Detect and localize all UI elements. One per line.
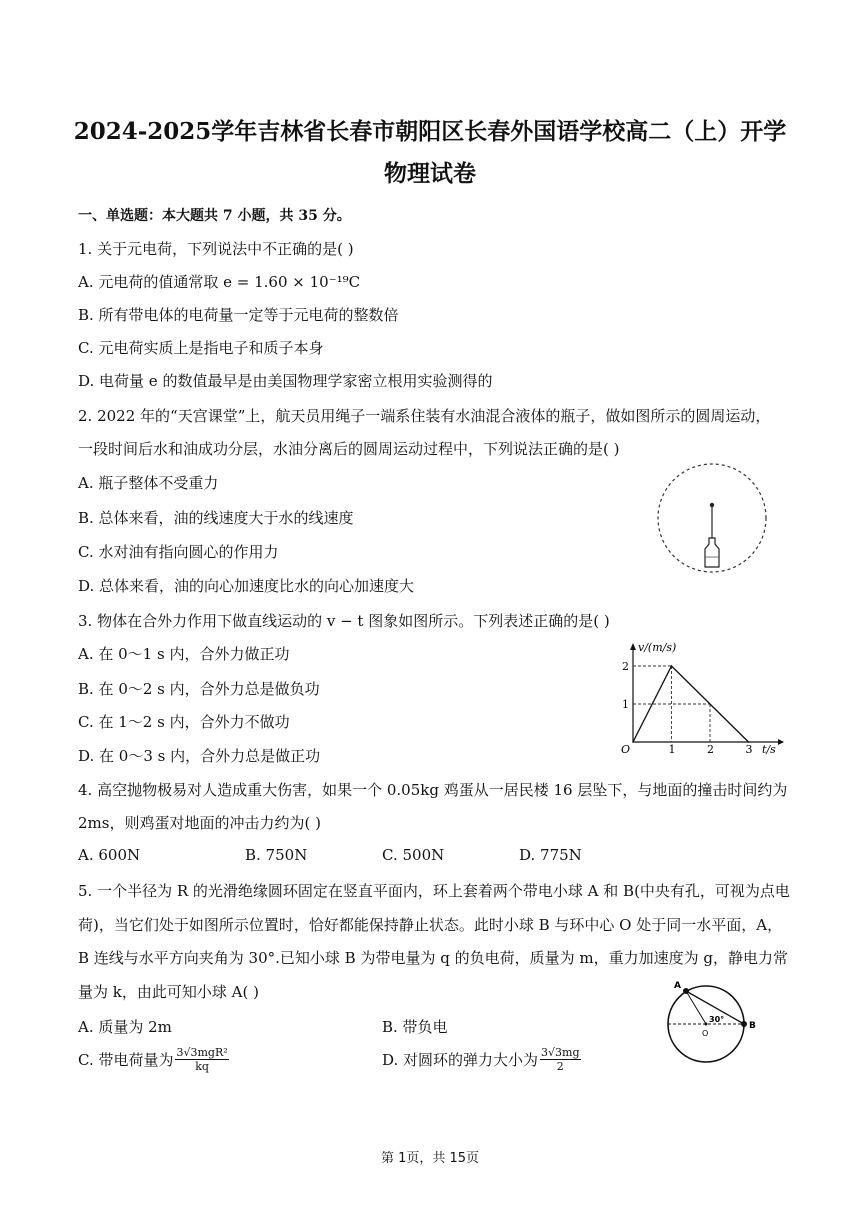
y-axis-label: v/(m/s) bbox=[638, 641, 677, 654]
q2-option-b: B. 总体来看，油的线速度大于水的线速度 bbox=[78, 509, 354, 527]
q1-option-c: C. 元电荷实质上是指电子和质子本身 bbox=[78, 339, 324, 357]
data-point-2 bbox=[748, 741, 750, 743]
q3-option-b: B. 在 0～2 s 内，合外力总是做负功 bbox=[78, 680, 320, 698]
x-axis-arrow bbox=[778, 739, 784, 745]
q5-option-d-denominator: 2 bbox=[556, 1060, 564, 1073]
data-point-1 bbox=[671, 665, 673, 667]
x-tick-label-2: 2 bbox=[707, 743, 714, 756]
q1-option-d: D. 电荷量 e 的数值最早是由美国物理学家密立根用实验测得的 bbox=[78, 372, 493, 390]
q4-option-b: B. 750N bbox=[245, 846, 308, 864]
q5-stem-line3: B 连线与水平方向夹角为 30°.已知小球 B 为带电量为 q 的负电荷，质量为 m，重力加速度为 g，静电力常 bbox=[78, 949, 788, 967]
q2-option-c: C. 水对油有指向圆心的作用力 bbox=[78, 543, 279, 561]
x-tick-label-3: 3 bbox=[745, 743, 753, 756]
y-tick-label-2: 2 bbox=[622, 660, 629, 673]
q5-option-b: B. 带负电 bbox=[382, 1018, 448, 1036]
data-point-0 bbox=[632, 741, 634, 743]
label-b: B bbox=[749, 1021, 756, 1031]
q2-stem-line2: 一段时间后水和油成功分层，水油分离后的圆周运动过程中，下列说法正确的是( ) bbox=[78, 440, 620, 458]
q4-stem-line1: 4. 高空抛物极易对人造成重大伤害，如果一个 0.05kg 鸡蛋从一居民楼 16 层坠下，与地面的撞击时间约为 bbox=[78, 781, 788, 799]
q3-option-c: C. 在 1～2 s 内，合外力不做功 bbox=[78, 713, 290, 731]
bottle-icon bbox=[705, 538, 719, 567]
angle-label: 30° bbox=[709, 1015, 725, 1024]
q4-option-d: D. 775N bbox=[519, 846, 582, 864]
q5-stem-line2: 荷)，当它们处于如图所示位置时，恰好都能保持静止状态。此时小球 B 与环中心 O 处于同一水平面，A， bbox=[78, 916, 783, 934]
label-o: O bbox=[702, 1029, 709, 1038]
q2-option-a: A. 瓶子整体不受重力 bbox=[78, 474, 219, 492]
q5-option-d-prefix: D. 对圆环的弹力大小为 bbox=[382, 1051, 539, 1069]
q5-option-d-fraction bbox=[540, 1046, 580, 1073]
q3-option-a: A. 在 0～1 s 内，合外力做正功 bbox=[78, 645, 290, 663]
page-footer: 第 1页，共 15页 bbox=[380, 1151, 480, 1166]
charged-ring-figure bbox=[664, 976, 764, 1068]
q5-option-d bbox=[382, 1046, 581, 1073]
q3-stem: 3. 物体在合外力作用下做直线运动的 v − t 图象如图所示。下列表述正确的是( ) bbox=[78, 612, 610, 630]
ball-b-dot bbox=[741, 1021, 747, 1027]
q5-option-c-numerator: 3√3mgR² bbox=[176, 1046, 228, 1059]
q1-stem: 1. 关于元电荷，下列说法中不正确的是( ) bbox=[78, 240, 354, 258]
exam-title-line2: 物理试卷 bbox=[384, 160, 476, 187]
q2-stem-line1: 2. 2022 年的“天宫课堂”上，航天员用绳子一端系住装有水油混合液体的瓶子，做如图所示的圆周运动， bbox=[78, 407, 771, 425]
q5-option-c bbox=[78, 1046, 229, 1073]
x-axis-label: t/s bbox=[762, 743, 776, 756]
q5-option-c-prefix: C. 带电荷量为 bbox=[78, 1051, 174, 1069]
rotating-bottle-figure bbox=[652, 460, 772, 580]
q5-stem-line1: 5. 一个半径为 R 的光滑绝缘圆环固定在竖直平面内，环上套着两个带电小球 A 和 B(中央有孔，可视为点电 bbox=[78, 882, 790, 900]
exam-title-line1: 2024-2025学年吉林省长春市朝阳区长春外国语学校高二（上）开学 bbox=[73, 118, 787, 145]
q5-option-a: A. 质量为 2m bbox=[78, 1018, 172, 1036]
y-tick-label-1: 1 bbox=[622, 698, 629, 711]
q5-option-d-numerator: 3√3mg bbox=[541, 1046, 580, 1059]
ball-a-dot bbox=[683, 988, 689, 994]
label-a: A bbox=[674, 981, 681, 991]
q3-option-d: D. 在 0～3 s 内，合外力总是做正功 bbox=[78, 747, 321, 765]
q4-stem-line2: 2ms，则鸡蛋对地面的冲击力约为( ) bbox=[78, 814, 321, 832]
center-o-dot bbox=[705, 1023, 708, 1026]
velocity-time-graph bbox=[612, 640, 787, 756]
x-tick-label-1: 1 bbox=[668, 743, 676, 756]
q1-option-a: A. 元电荷的值通常取 e = 1.60 × 10⁻¹⁹C bbox=[78, 273, 361, 291]
origin-label: O bbox=[621, 743, 631, 756]
q5-option-c-denominator: kq bbox=[195, 1060, 209, 1073]
q1-option-b: B. 所有带电体的电荷量一定等于元电荷的整数倍 bbox=[78, 306, 399, 324]
y-axis-arrow bbox=[630, 643, 636, 650]
q5-option-c-fraction bbox=[175, 1046, 228, 1073]
q4-option-c: C. 500N bbox=[382, 846, 445, 864]
section-heading: 一、单选题：本大题共 7 小题，共 35 分。 bbox=[78, 208, 351, 224]
q4-option-a: A. 600N bbox=[78, 846, 141, 864]
q5-stem-line4: 量为 k，由此可知小球 A( ) bbox=[78, 983, 259, 1001]
q2-option-d: D. 总体来看，油的向心加速度比水的向心加速度大 bbox=[78, 577, 415, 595]
